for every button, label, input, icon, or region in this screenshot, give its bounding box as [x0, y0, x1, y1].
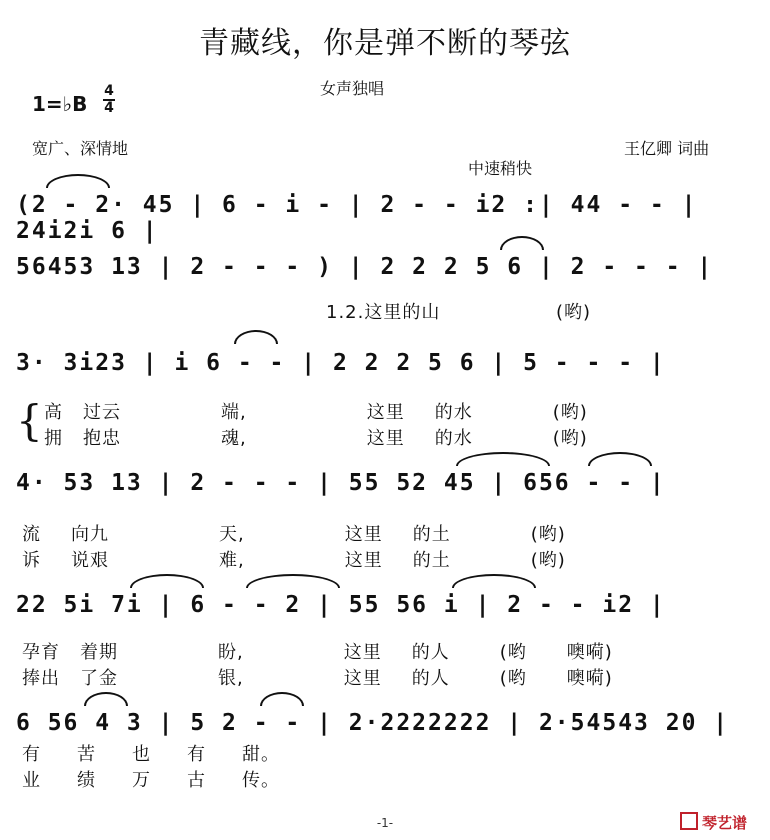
- slur: [130, 574, 204, 588]
- staff-row-3: [16, 344, 756, 384]
- slur: [452, 574, 536, 588]
- staff-row-4: [16, 464, 756, 504]
- time-signature-top: 4: [104, 83, 114, 99]
- staff-row-6: [16, 704, 756, 744]
- song-title: 青藏线，你是弹不断的琴弦: [199, 26, 571, 61]
- key-signature: 1=♭B: [32, 92, 88, 116]
- slur: [260, 692, 304, 706]
- site-logo: 琴艺谱: [680, 812, 747, 833]
- credit: 王亿卿 词曲: [624, 139, 710, 158]
- lyrics-interjection: (哟): [556, 302, 592, 323]
- notes-row-5: 22 5i 7i | 6 - - 2 | 55 56 i | 2 - - i2 |: [16, 592, 666, 618]
- lyrics-verse-intro: 1.2.这里的山: [326, 302, 441, 323]
- lyrics-row-4a: 有 苦 也 有 甜。: [22, 744, 280, 765]
- performance-note: 女声独唱: [320, 79, 385, 98]
- notes-row-3: 3· 3i23 | i 6 - - | 2 2 2 5 6 | 5 - - - |: [16, 350, 666, 376]
- slur: [588, 452, 652, 466]
- tempo-marking: 宽广、深情地: [32, 139, 129, 158]
- lyrics-row-3a: 孕育 着期 盼, 这里 的人 (哟 噢嗬): [22, 642, 613, 663]
- slur: [246, 574, 340, 588]
- staff-row-2: [16, 248, 756, 288]
- slur: [84, 692, 128, 706]
- notes-row-6: 6 56 4 3 | 5 2 - - | 2·2222222 | 2·54543 20 |: [16, 710, 730, 736]
- notes-row-2: 56453 13 | 2 - - - ) | 2 2 2 5 6 | 2 - - - |: [16, 254, 714, 280]
- time-signature-bottom: 4: [104, 100, 114, 116]
- tempo-marking-2: 中速稍快: [468, 159, 533, 178]
- lyrics-row-3b: 捧出 了金 银, 这里 的人 (哟 噢嗬): [22, 668, 613, 689]
- time-signature: [103, 84, 115, 116]
- verse-brace: {: [16, 396, 43, 445]
- notes-row-1: (2 - 2· 45 | 6 - i - | 2 - - i2 :| 44 - - | 24i2i 6 |: [16, 192, 698, 244]
- lyrics-row-4b: 业 绩 万 古 传。: [22, 770, 280, 791]
- logo-icon: [680, 812, 698, 830]
- lyrics-row-1b: 拥 抱忠 魂, 这里 的水 (哟): [44, 428, 588, 449]
- staff-row-1: [16, 186, 756, 244]
- slur: [46, 174, 110, 188]
- slur: [234, 330, 278, 344]
- lyrics-row-1a: 高 过云 端, 这里 的水 (哟): [44, 402, 588, 423]
- lyrics-row-2a: 流 向九 天, 这里 的土 (哟): [22, 524, 566, 545]
- page-number: -1-: [376, 816, 394, 830]
- slur: [456, 452, 550, 466]
- lyrics-row-2b: 诉 说艰 难, 这里 的土 (哟): [22, 550, 566, 571]
- notes-row-4: 4· 53 13 | 2 - - - | 55 52 45 | 656 - - |: [16, 470, 666, 496]
- staff-row-5: [16, 586, 756, 626]
